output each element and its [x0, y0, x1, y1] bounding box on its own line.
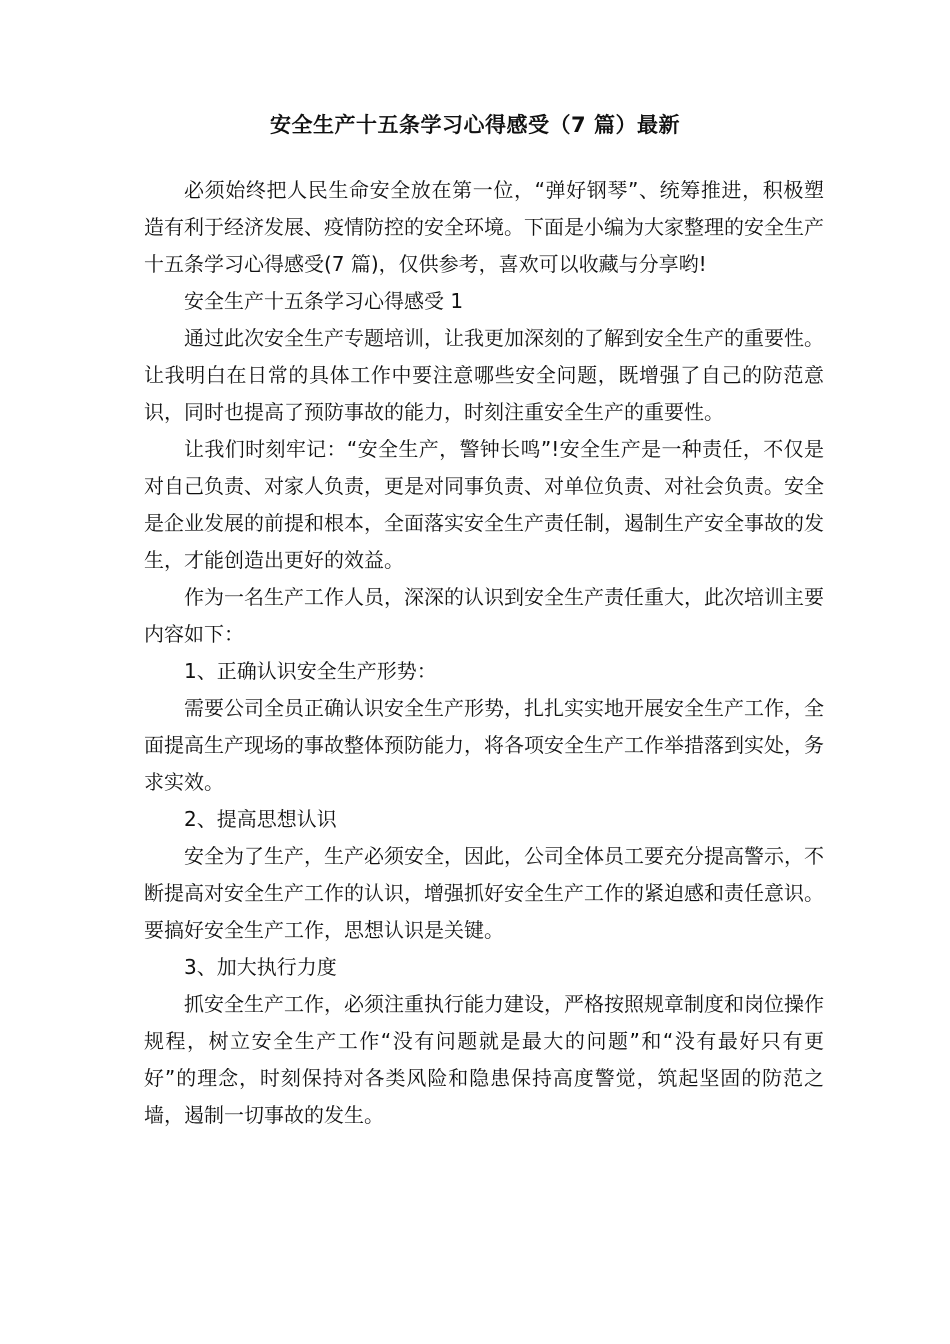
list-heading: 2、提高思想认识: [184, 807, 337, 831]
body-paragraph: 安全为了生产，生产必须安全，因此，公司全体员工要充分提高警示，不断提高对安全生产工作的认识，增强抓好安全生产工作的紧迫感和责任意识。要搞好安全生产工作，思想认识是关键。: [144, 844, 824, 942]
list-heading: 3、加大执行力度: [184, 955, 337, 979]
intro-paragraph: 必须始终把人民生命安全放在第一位，“弹好钢琴”、统筹推进，积极塑造有利于经济发展、疫情防控的安全环境。下面是小编为大家整理的安全生产十五条学习心得感受(7 篇)，仅供参考，喜欢可以收藏与分享哟!: [144, 178, 824, 276]
body-paragraph: 通过此次安全生产专题培训，让我更加深刻的了解到安全生产的重要性。让我明白在日常的具体工作中要注意哪些安全问题，既增强了自己的防范意识，同时也提高了预防事故的能力，时刻注重安全生产的重要性。: [144, 326, 824, 424]
list-heading: 1、正确认识安全生产形势：: [184, 659, 437, 683]
body-paragraph: 作为一名生产工作人员，深深的认识到安全生产责任重大，此次培训主要内容如下：: [144, 585, 824, 646]
body-paragraph: 抓安全生产工作，必须注重执行能力建设，严格按照规章制度和岗位操作规程，树立安全生产工作“没有问题就是最大的问题”和“没有最好只有更好”的理念，时刻保持对各类风险和隐患保持高度警觉，筑起坚固的防范之墙，遏制一切事故的发生。: [144, 992, 824, 1127]
body-paragraph: 需要公司全员正确认识安全生产形势，扎扎实实地开展安全生产工作，全面提高生产现场的事故整体预防能力，将各项安全生产工作举措落到实处，务求实效。: [144, 696, 824, 794]
document-body: [144, 172, 824, 1134]
section-heading: 安全生产十五条学习心得感受 1: [184, 289, 464, 313]
document-title: 安全生产十五条学习心得感受（7 篇）最新: [270, 113, 680, 137]
body-paragraph: 让我们时刻牢记：“安全生产，警钟长鸣”!安全生产是一种责任，不仅是对自己负责、对家人负责，更是对同事负责、对单位负责、对社会负责。安全是企业发展的前提和根本，全面落实安全生产责任制，遏制生产安全事故的发生，才能创造出更好的效益。: [144, 437, 824, 572]
